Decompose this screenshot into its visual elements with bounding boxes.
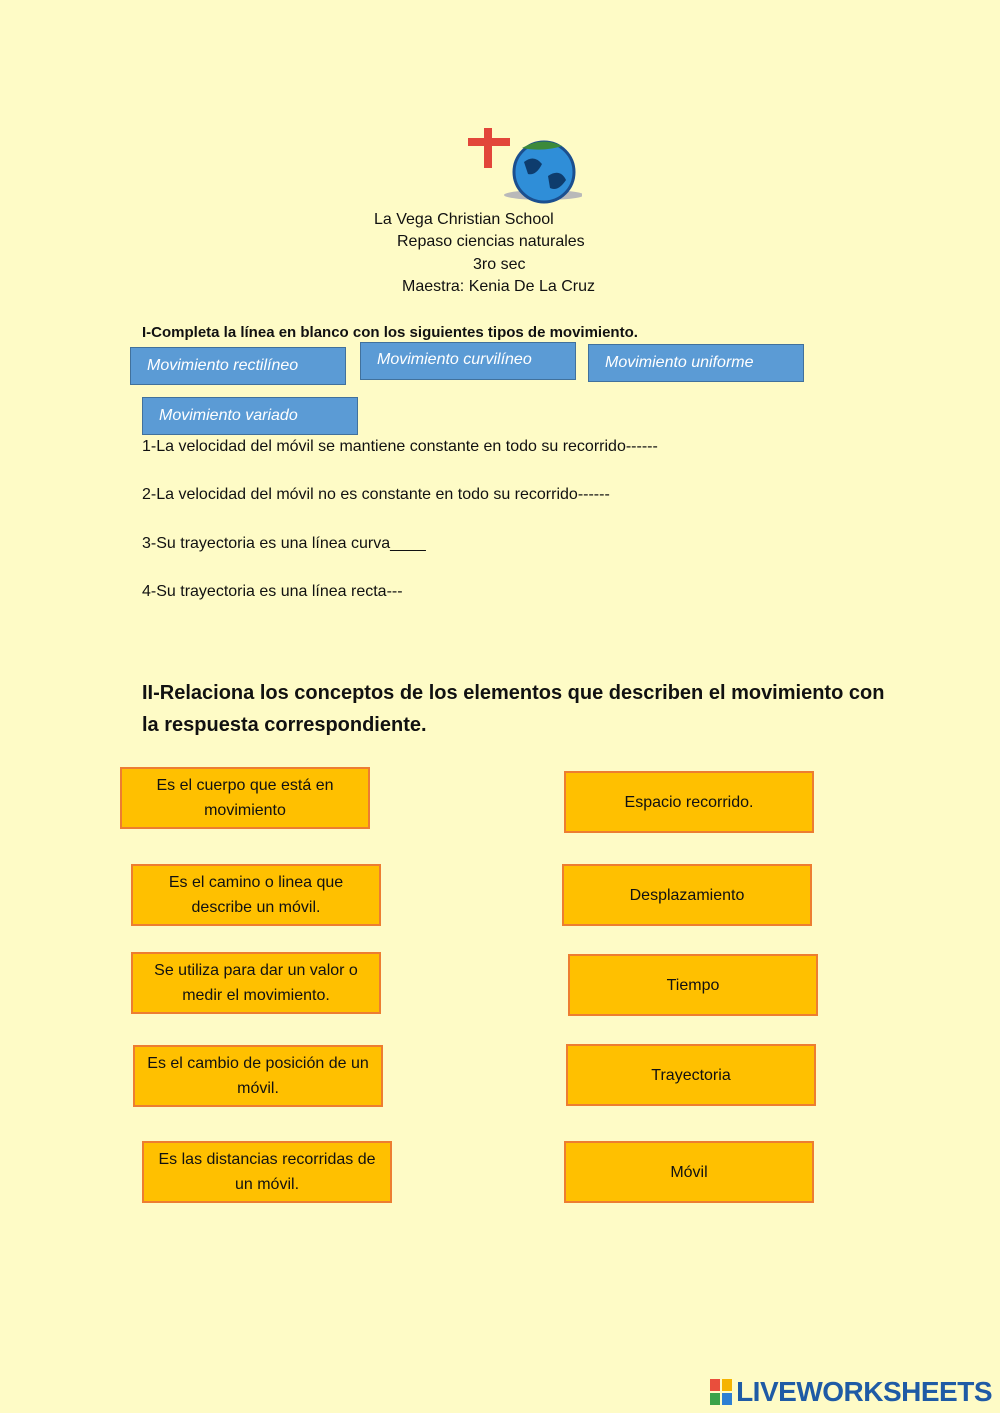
- definition-1[interactable]: Es el cuerpo que está en movimiento: [120, 767, 370, 829]
- brand-text: LIVEWORKSHEETS: [736, 1376, 992, 1407]
- definition-2[interactable]: Es el camino o linea que describe un móvil.: [131, 864, 381, 926]
- brand-grid-icon: [710, 1379, 732, 1405]
- option-rectilineo[interactable]: Movimiento rectilíneo: [130, 347, 346, 385]
- concept-desplazamiento[interactable]: Desplazamiento: [562, 864, 812, 926]
- concept-espacio-recorrido[interactable]: Espacio recorrido.: [564, 771, 814, 833]
- question-3: 3-Su trayectoria es una línea curva____: [142, 535, 426, 552]
- section1-title: I-Completa la línea en blanco con los siguientes tipos de movimiento.: [142, 324, 638, 341]
- option-variado[interactable]: Movimiento variado: [142, 397, 358, 435]
- question-2: 2-La velocidad del móvil no es constante en todo su recorrido------: [142, 486, 610, 503]
- definition-5[interactable]: Es las distancias recorridas de un móvil.: [142, 1141, 392, 1203]
- liveworksheets-logo: [710, 1377, 992, 1407]
- question-4: 4-Su trayectoria es una línea recta---: [142, 583, 403, 600]
- grade-label: 3ro sec: [473, 256, 526, 273]
- option-curvilineo[interactable]: Movimiento curvilíneo: [360, 342, 576, 380]
- concept-trayectoria[interactable]: Trayectoria: [566, 1044, 816, 1106]
- concept-tiempo[interactable]: Tiempo: [568, 954, 818, 1016]
- definition-4[interactable]: Es el cambio de posición de un móvil.: [133, 1045, 383, 1107]
- subject-title: Repaso ciencias naturales: [397, 233, 585, 250]
- section2-title: II-Relaciona los conceptos de los elementos que describen el movimiento con la respuesta correspondiente.: [142, 682, 885, 736]
- school-name: La Vega Christian School: [374, 211, 554, 228]
- definition-3[interactable]: Se utiliza para dar un valor o medir el movimiento.: [131, 952, 381, 1014]
- option-uniforme[interactable]: Movimiento uniforme: [588, 344, 804, 382]
- question-1: 1-La velocidad del móvil se mantiene constante en todo su recorrido------: [142, 438, 658, 455]
- concept-movil[interactable]: Móvil: [564, 1141, 814, 1203]
- school-logo-icon: [462, 124, 582, 204]
- teacher-name: Maestra: Kenia De La Cruz: [402, 278, 595, 295]
